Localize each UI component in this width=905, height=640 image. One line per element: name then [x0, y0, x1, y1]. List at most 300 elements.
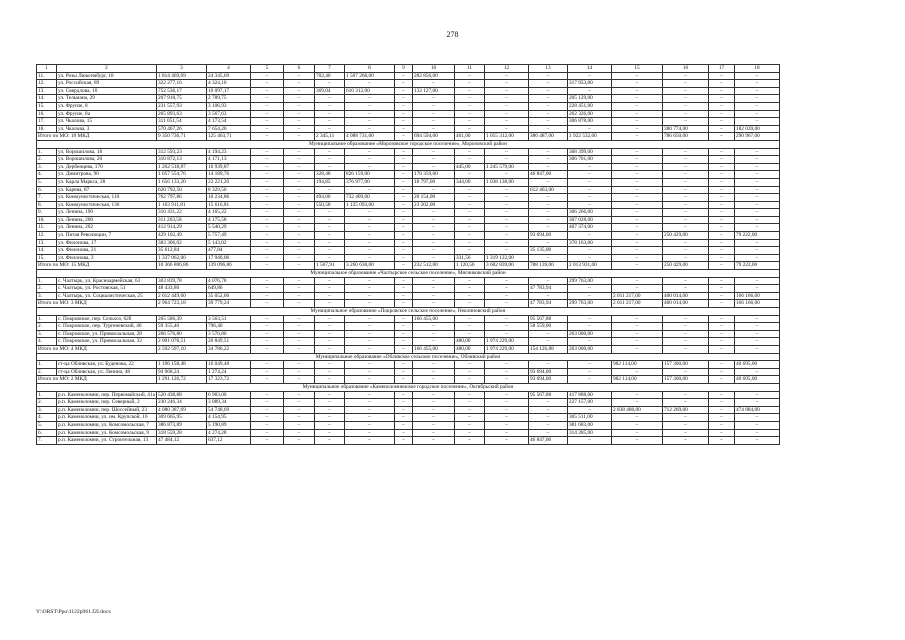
table-cell: –	[412, 224, 454, 232]
table-cell: ул. Чкалова, 15	[57, 118, 157, 126]
table-cell: –	[662, 178, 708, 186]
table-cell: ул. Коммунистическая, 110	[57, 194, 157, 202]
table-cell: –	[484, 87, 528, 95]
table-cell: 317 953,00	[567, 80, 611, 88]
table-cell: –	[484, 437, 528, 445]
table-cell: –	[611, 216, 662, 224]
column-number-cell: 2	[57, 65, 157, 73]
table-row	[37, 216, 780, 224]
table-cell: –	[344, 95, 394, 103]
table-cell: 194,85	[314, 178, 344, 186]
section-heading: Муниципальное образование «Морозовское городское поселение», Морозовский район	[37, 140, 780, 148]
table-cell: –	[314, 285, 344, 293]
column-number-cell: 11	[454, 65, 484, 73]
table-cell: –	[250, 156, 283, 164]
table-cell: –	[394, 80, 412, 88]
table-cell: 310 872,13	[156, 156, 206, 164]
table-cell: 227 157,00	[567, 399, 611, 407]
table-cell: –	[283, 201, 314, 209]
section-heading-row	[37, 383, 780, 391]
table-cell: –	[283, 118, 314, 126]
table-cell: –	[708, 292, 734, 300]
table-cell: 6.	[37, 186, 57, 194]
table-cell: –	[708, 262, 734, 270]
table-cell: –	[708, 156, 734, 164]
table-cell: 35 135,00	[528, 247, 567, 255]
table-cell: –	[611, 80, 662, 88]
table-row	[37, 125, 780, 133]
table-cell: 93 694,00	[528, 232, 567, 240]
table-cell: –	[394, 429, 412, 437]
table-cell: –	[344, 216, 394, 224]
table-cell: 4.	[37, 338, 57, 346]
table-cell: –	[484, 414, 528, 422]
table-cell: 378 163,00	[567, 239, 611, 247]
table-cell: –	[454, 391, 484, 399]
table-cell: –	[283, 72, 314, 80]
table-cell: –	[662, 239, 708, 247]
table-cell: –	[662, 254, 708, 262]
table-cell: –	[394, 95, 412, 103]
table-cell: 1 291 126,72	[156, 376, 206, 384]
table-cell: 311 203,58	[156, 216, 206, 224]
table-cell: 306 266,00	[567, 209, 611, 217]
table-cell: 1 974 229,00	[484, 338, 528, 346]
table-cell: 166 455,00	[412, 315, 454, 323]
section-heading: Муниципальное образование «Покровское сельское поселение», Неклиновский район	[37, 308, 780, 316]
table-cell: –	[283, 163, 314, 171]
table-cell: –	[412, 300, 454, 308]
table-cell: –	[314, 254, 344, 262]
table-cell: 1 274,24	[206, 368, 250, 376]
section-heading: Муниципальное образование «Чалтырское сельское поселение», Мясниковский район	[37, 270, 780, 278]
table-cell: –	[611, 437, 662, 445]
table-cell: 8 329,50	[206, 186, 250, 194]
table-row	[37, 178, 780, 186]
table-cell: 4.	[37, 414, 57, 422]
table-cell: –	[250, 72, 283, 80]
table-cell: –	[344, 80, 394, 88]
table-cell: –	[567, 87, 611, 95]
table-cell: 8.	[37, 201, 57, 209]
table-cell: –	[394, 163, 412, 171]
table-cell: –	[662, 247, 708, 255]
table-cell: –	[708, 391, 734, 399]
table-cell: –	[314, 232, 344, 240]
table-cell: –	[484, 156, 528, 164]
table-row	[37, 102, 780, 110]
table-cell: –	[283, 178, 314, 186]
table-cell: –	[528, 421, 567, 429]
table-cell: 166 166,00	[734, 300, 779, 308]
table-cell: –	[662, 277, 708, 285]
table-cell: 2 838 486,00	[611, 406, 662, 414]
table-cell: –	[734, 87, 779, 95]
table-cell: –	[344, 156, 394, 164]
table-cell: 1 262 518,87	[156, 163, 206, 171]
data-table	[36, 64, 780, 445]
table-cell: –	[734, 110, 779, 118]
footer-file-path: Y:\ORST\Ppo\1122p961.f2I.docx	[36, 609, 112, 615]
table-cell: 157 300,00	[662, 361, 708, 369]
column-number-cell: 5	[250, 65, 283, 73]
table-cell: ул. Ленина, 200	[57, 216, 157, 224]
table-row	[37, 239, 780, 247]
table-cell: –	[734, 391, 779, 399]
table-cell: –	[611, 209, 662, 217]
table-cell: –	[412, 232, 454, 240]
table-cell: –	[394, 406, 412, 414]
table-cell: с. Покровское, ул. Привокзальная, 32	[57, 338, 157, 346]
table-cell: 480,00	[454, 338, 484, 346]
table-cell: –	[454, 437, 484, 445]
table-cell: 46 847,00	[528, 171, 567, 179]
table-cell: –	[250, 277, 283, 285]
table-cell: –	[283, 376, 314, 384]
table-cell: –	[567, 201, 611, 209]
table-cell: –	[528, 87, 567, 95]
table-cell: –	[314, 209, 344, 217]
table-cell: –	[250, 262, 283, 270]
table-cell: 826 159,00	[344, 171, 394, 179]
table-cell: –	[484, 148, 528, 156]
table-cell: –	[394, 125, 412, 133]
table-cell: 312 593,23	[156, 148, 206, 156]
table-cell: –	[708, 421, 734, 429]
table-cell: –	[611, 315, 662, 323]
table-cell: –	[412, 323, 454, 331]
table-cell: –	[394, 254, 412, 262]
table-cell: 1.	[37, 315, 57, 323]
table-cell: 16 939,87	[206, 163, 250, 171]
table-cell: –	[412, 285, 454, 293]
table-cell: –	[662, 156, 708, 164]
table-row	[37, 72, 780, 80]
table-cell: 262 326,00	[567, 110, 611, 118]
table-cell: –	[314, 391, 344, 399]
table-cell: р.п. Каменоломни, ул. им. Крупской, 16	[57, 414, 157, 422]
table-cell: 34 786,22	[206, 345, 250, 353]
table-cell: –	[283, 315, 314, 323]
table-cell: –	[708, 171, 734, 179]
table-cell: 10.	[37, 216, 57, 224]
table-cell: –	[708, 224, 734, 232]
table-cell: –	[412, 429, 454, 437]
table-cell: 386 873,89	[156, 421, 206, 429]
table-cell: –	[283, 262, 314, 270]
table-cell: –	[344, 361, 394, 369]
table-cell: –	[484, 80, 528, 88]
table-cell: –	[708, 323, 734, 331]
table-cell: 550,58	[314, 201, 344, 209]
total-row	[37, 376, 780, 384]
table-cell: –	[611, 178, 662, 186]
table-cell: –	[394, 368, 412, 376]
table-cell: –	[662, 330, 708, 338]
table-cell: –	[394, 421, 412, 429]
table-cell: –	[708, 300, 734, 308]
table-cell: –	[250, 232, 283, 240]
table-cell: 20 154,00	[412, 194, 454, 202]
table-cell: –	[394, 156, 412, 164]
table-cell: 2.	[37, 323, 57, 331]
table-cell: –	[394, 216, 412, 224]
table-container	[36, 64, 780, 445]
table-cell: 4 076,78	[206, 277, 250, 285]
table-cell: ул. Карла Маркса, 28	[57, 178, 157, 186]
table-cell: 3 567,63	[206, 110, 250, 118]
table-cell: 1.	[37, 391, 57, 399]
table-cell: –	[567, 338, 611, 346]
table-cell: 1 196 158,48	[156, 361, 206, 369]
table-cell: –	[528, 163, 567, 171]
table-cell: 170 359,00	[412, 171, 454, 179]
table-cell: –	[708, 338, 734, 346]
table-cell: –	[250, 194, 283, 202]
table-cell: –	[528, 118, 567, 126]
table-cell: –	[394, 323, 412, 331]
table-cell: 2 612 449,60	[156, 292, 206, 300]
table-row	[37, 414, 780, 422]
total-row	[37, 133, 780, 141]
table-cell: –	[708, 247, 734, 255]
table-cell: –	[412, 376, 454, 384]
column-number-cell: 15	[611, 65, 662, 73]
table-cell: Итого по МО: 2 МКД	[37, 376, 157, 384]
table-cell: 4 324,16	[206, 80, 250, 88]
table-cell: 412 914,29	[156, 224, 206, 232]
table-cell: –	[250, 437, 283, 445]
table-cell: 1.	[37, 148, 57, 156]
table-row	[37, 368, 780, 376]
table-cell: 331,56	[454, 254, 484, 262]
table-cell: –	[484, 72, 528, 80]
table-cell: –	[708, 216, 734, 224]
table-cell: 1 120,56	[454, 262, 484, 270]
table-cell: –	[528, 254, 567, 262]
table-cell: –	[484, 239, 528, 247]
table-cell: 93 694,00	[528, 376, 567, 384]
table-cell: 125 463,71	[206, 133, 250, 141]
table-cell: –	[412, 209, 454, 217]
table-cell: 4 080 387,69	[156, 406, 206, 414]
table-cell: –	[454, 102, 484, 110]
table-cell: 1 163 911,81	[156, 201, 206, 209]
table-cell: 35 052,60	[206, 292, 250, 300]
table-cell: –	[484, 421, 528, 429]
table-cell: –	[344, 209, 394, 217]
table-row	[37, 247, 780, 255]
table-cell: ул. Ленина, 190	[57, 209, 157, 217]
table-cell: –	[484, 224, 528, 232]
table-cell: 2 001 078,51	[156, 338, 206, 346]
table-cell: –	[412, 148, 454, 156]
table-cell: 79 222,00	[734, 262, 779, 270]
table-cell: –	[394, 87, 412, 95]
table-cell: –	[412, 361, 454, 369]
column-number-cell: 8	[344, 65, 394, 73]
table-cell: –	[250, 239, 283, 247]
section-heading-row	[37, 270, 780, 278]
table-row	[37, 118, 780, 126]
table-cell: –	[412, 125, 454, 133]
table-row	[37, 110, 780, 118]
table-cell: –	[662, 102, 708, 110]
table-cell: 94 968,24	[156, 368, 206, 376]
table-cell: –	[454, 95, 484, 103]
table-cell: –	[734, 194, 779, 202]
table-cell: –	[708, 406, 734, 414]
table-cell: –	[283, 194, 314, 202]
table-cell: 16.	[37, 110, 57, 118]
table-cell: 39 779,24	[206, 300, 250, 308]
table-cell: 5.	[37, 421, 57, 429]
table-cell: –	[250, 376, 283, 384]
table-cell: –	[611, 323, 662, 331]
table-cell: 166 166,00	[734, 292, 779, 300]
table-cell: 310 431,22	[156, 209, 206, 217]
table-cell: –	[314, 239, 344, 247]
table-cell: –	[283, 102, 314, 110]
table-cell: –	[611, 399, 662, 407]
table-cell: –	[528, 292, 567, 300]
table-cell: –	[250, 178, 283, 186]
column-number-cell: 13	[528, 65, 567, 73]
table-cell: –	[283, 292, 314, 300]
table-cell: 5 190,89	[206, 421, 250, 429]
table-cell: 3.	[37, 292, 57, 300]
table-cell: –	[344, 338, 394, 346]
table-cell: –	[283, 338, 314, 346]
table-cell: 1 245 579,00	[484, 163, 528, 171]
table-cell: 14.	[37, 95, 57, 103]
table-cell: 132 127,00	[412, 87, 454, 95]
table-cell: –	[344, 376, 394, 384]
table-cell: 3 106,93	[206, 102, 250, 110]
table-cell: –	[567, 178, 611, 186]
table-cell: 17 323,72	[206, 376, 250, 384]
table-cell: 40 695,00	[734, 376, 779, 384]
table-cell: –	[394, 110, 412, 118]
table-cell: –	[611, 330, 662, 338]
table-row	[37, 224, 780, 232]
table-cell: 786 650,00	[662, 133, 708, 141]
table-cell: –	[412, 330, 454, 338]
table-cell: Итого по МО: 18 МКД	[37, 133, 157, 141]
table-cell: –	[567, 72, 611, 80]
table-cell: 232 512,00	[412, 262, 454, 270]
table-cell: –	[567, 125, 611, 133]
table-cell: –	[454, 209, 484, 217]
column-number-cell: 12	[484, 65, 528, 73]
table-row	[37, 437, 780, 445]
table-cell: –	[412, 102, 454, 110]
table-cell: –	[662, 216, 708, 224]
table-cell: 637,12	[206, 437, 250, 445]
table-cell: 79 222,00	[734, 232, 779, 240]
table-cell: с. Чалтырь, ул. Ростовская, 51	[57, 285, 157, 293]
table-cell: 2.	[37, 368, 57, 376]
table-cell: –	[484, 330, 528, 338]
table-cell: –	[412, 368, 454, 376]
table-cell: 400 014,00	[662, 300, 708, 308]
table-cell: –	[567, 285, 611, 293]
table-cell: 47 484,12	[156, 437, 206, 445]
table-cell: 10 234,86	[206, 194, 250, 202]
table-cell: 494,00	[314, 194, 344, 202]
table-cell: Итого по МО: 4 МКД	[37, 345, 157, 353]
table-cell: 59 355,40	[156, 323, 206, 331]
table-cell: –	[484, 323, 528, 331]
table-cell: –	[528, 406, 567, 414]
table-cell: –	[567, 361, 611, 369]
table-cell: –	[283, 323, 314, 331]
table-cell: –	[734, 345, 779, 353]
table-cell: 15.	[37, 254, 57, 262]
table-cell: ул. Российская, 89	[57, 80, 157, 88]
table-row	[37, 232, 780, 240]
table-cell: 4 154,95	[206, 414, 250, 422]
table-cell: –	[611, 285, 662, 293]
table-cell: –	[250, 414, 283, 422]
table-cell: 344,00	[454, 178, 484, 186]
table-cell: –	[484, 376, 528, 384]
table-cell: –	[250, 292, 283, 300]
table-cell: –	[344, 330, 394, 338]
table-cell: –	[611, 186, 662, 194]
table-cell: –	[611, 414, 662, 422]
table-row	[37, 429, 780, 437]
table-cell: 1 337 062,06	[156, 254, 206, 262]
table-cell: –	[567, 254, 611, 262]
table-cell: –	[708, 194, 734, 202]
table-cell: 5 757,49	[206, 232, 250, 240]
table-cell: –	[708, 95, 734, 103]
table-cell: –	[484, 95, 528, 103]
table-cell: 407 374,00	[567, 224, 611, 232]
table-cell: 3.	[37, 163, 57, 171]
table-cell: 3 602 839,00	[484, 262, 528, 270]
table-cell: –	[734, 247, 779, 255]
table-cell: –	[454, 72, 484, 80]
table-cell: –	[708, 368, 734, 376]
table-cell: –	[484, 247, 528, 255]
table-cell: –	[484, 277, 528, 285]
table-cell: –	[484, 232, 528, 240]
table-cell: –	[412, 437, 454, 445]
table-cell: –	[394, 292, 412, 300]
table-row	[37, 186, 780, 194]
table-cell: –	[662, 163, 708, 171]
table-cell: 1 055 312,00	[484, 133, 528, 141]
table-cell: –	[314, 102, 344, 110]
table-cell: 982 114,00	[611, 376, 662, 384]
table-cell: 1 057 554,76	[156, 171, 206, 179]
table-cell: –	[283, 87, 314, 95]
table-cell: –	[454, 148, 484, 156]
table-cell: –	[412, 391, 454, 399]
table-cell: –	[611, 194, 662, 202]
table-cell: 474 884,00	[734, 406, 779, 414]
table-cell: –	[611, 224, 662, 232]
table-cell: –	[734, 201, 779, 209]
table-cell: –	[734, 277, 779, 285]
table-cell: –	[394, 414, 412, 422]
table-cell: 7.	[37, 437, 57, 445]
table-cell: –	[344, 118, 394, 126]
table-cell: –	[528, 399, 567, 407]
table-cell: –	[734, 216, 779, 224]
